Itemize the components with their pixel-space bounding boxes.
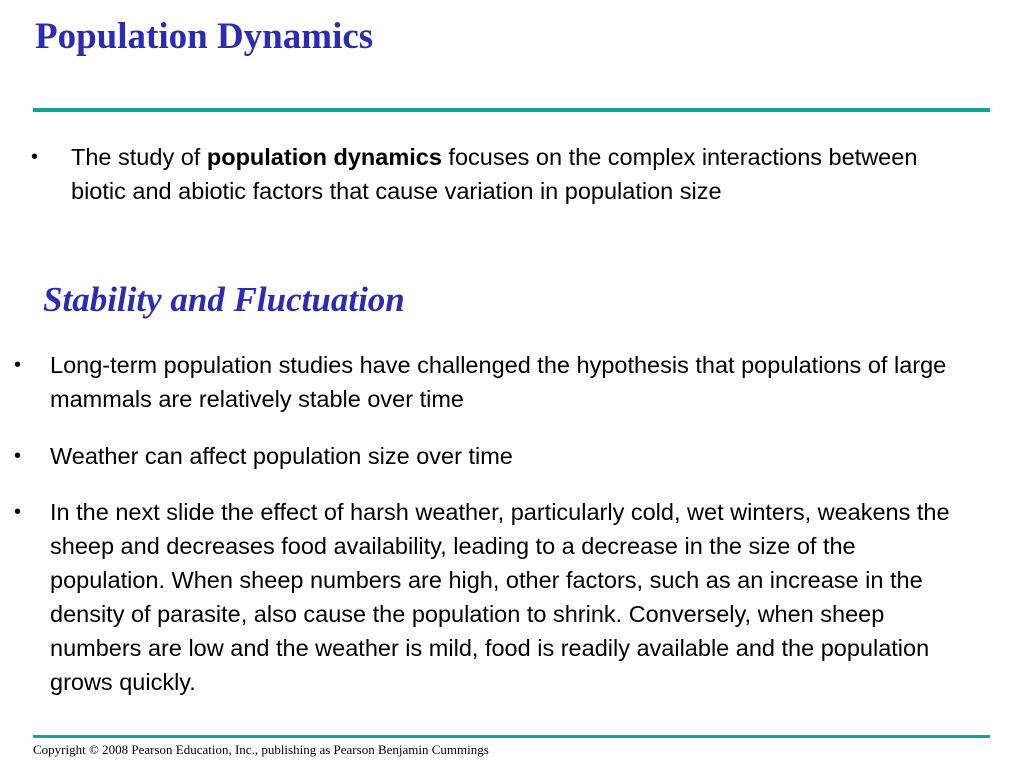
copyright-notice: Copyright © 2008 Pearson Education, Inc., publishing as Pearson Benjamin Cummings — [33, 742, 489, 757]
intro-suffix: focuses on the complex interactions between biotic and abiotic factors that cause variation in population size — [71, 144, 918, 204]
bullet-marker: • — [14, 354, 22, 376]
intro-prefix: The study of — [71, 144, 207, 170]
bullet-marker: • — [14, 445, 22, 467]
intro-bold-term: population dynamics — [206, 144, 442, 170]
bullet-text: Long-term population studies have challenged the hypothesis that populations of large mammals are relatively stable over time — [50, 352, 947, 412]
intro-bullet — [31, 140, 951, 208]
bullet-text: In the next slide the effect of harsh weather, particularly cold, wet winters, weakens the sheep and decreases food availability, leading to a decrease in the size of the population. When sheep numbers are high, other factors, such as an increase in the density of parasite, also cause the population to shrink. Conversely, when sheep numbers are low and the weather is mild, food is readily available and the population grows quickly. — [50, 499, 950, 695]
intro-bullet-text — [71, 140, 951, 208]
title-divider — [33, 108, 990, 112]
bullet-text: Weather can affect population size over time — [50, 443, 513, 469]
bullet-marker: • — [14, 501, 22, 523]
section-heading: Stability and Fluctuation — [43, 280, 405, 319]
bullet-marker: • — [31, 146, 39, 168]
bullet-item — [14, 348, 950, 416]
bullet-item — [14, 439, 950, 473]
footer-divider — [33, 735, 990, 738]
slide-title: Population Dynamics — [35, 16, 374, 57]
bullet-item — [14, 495, 950, 699]
